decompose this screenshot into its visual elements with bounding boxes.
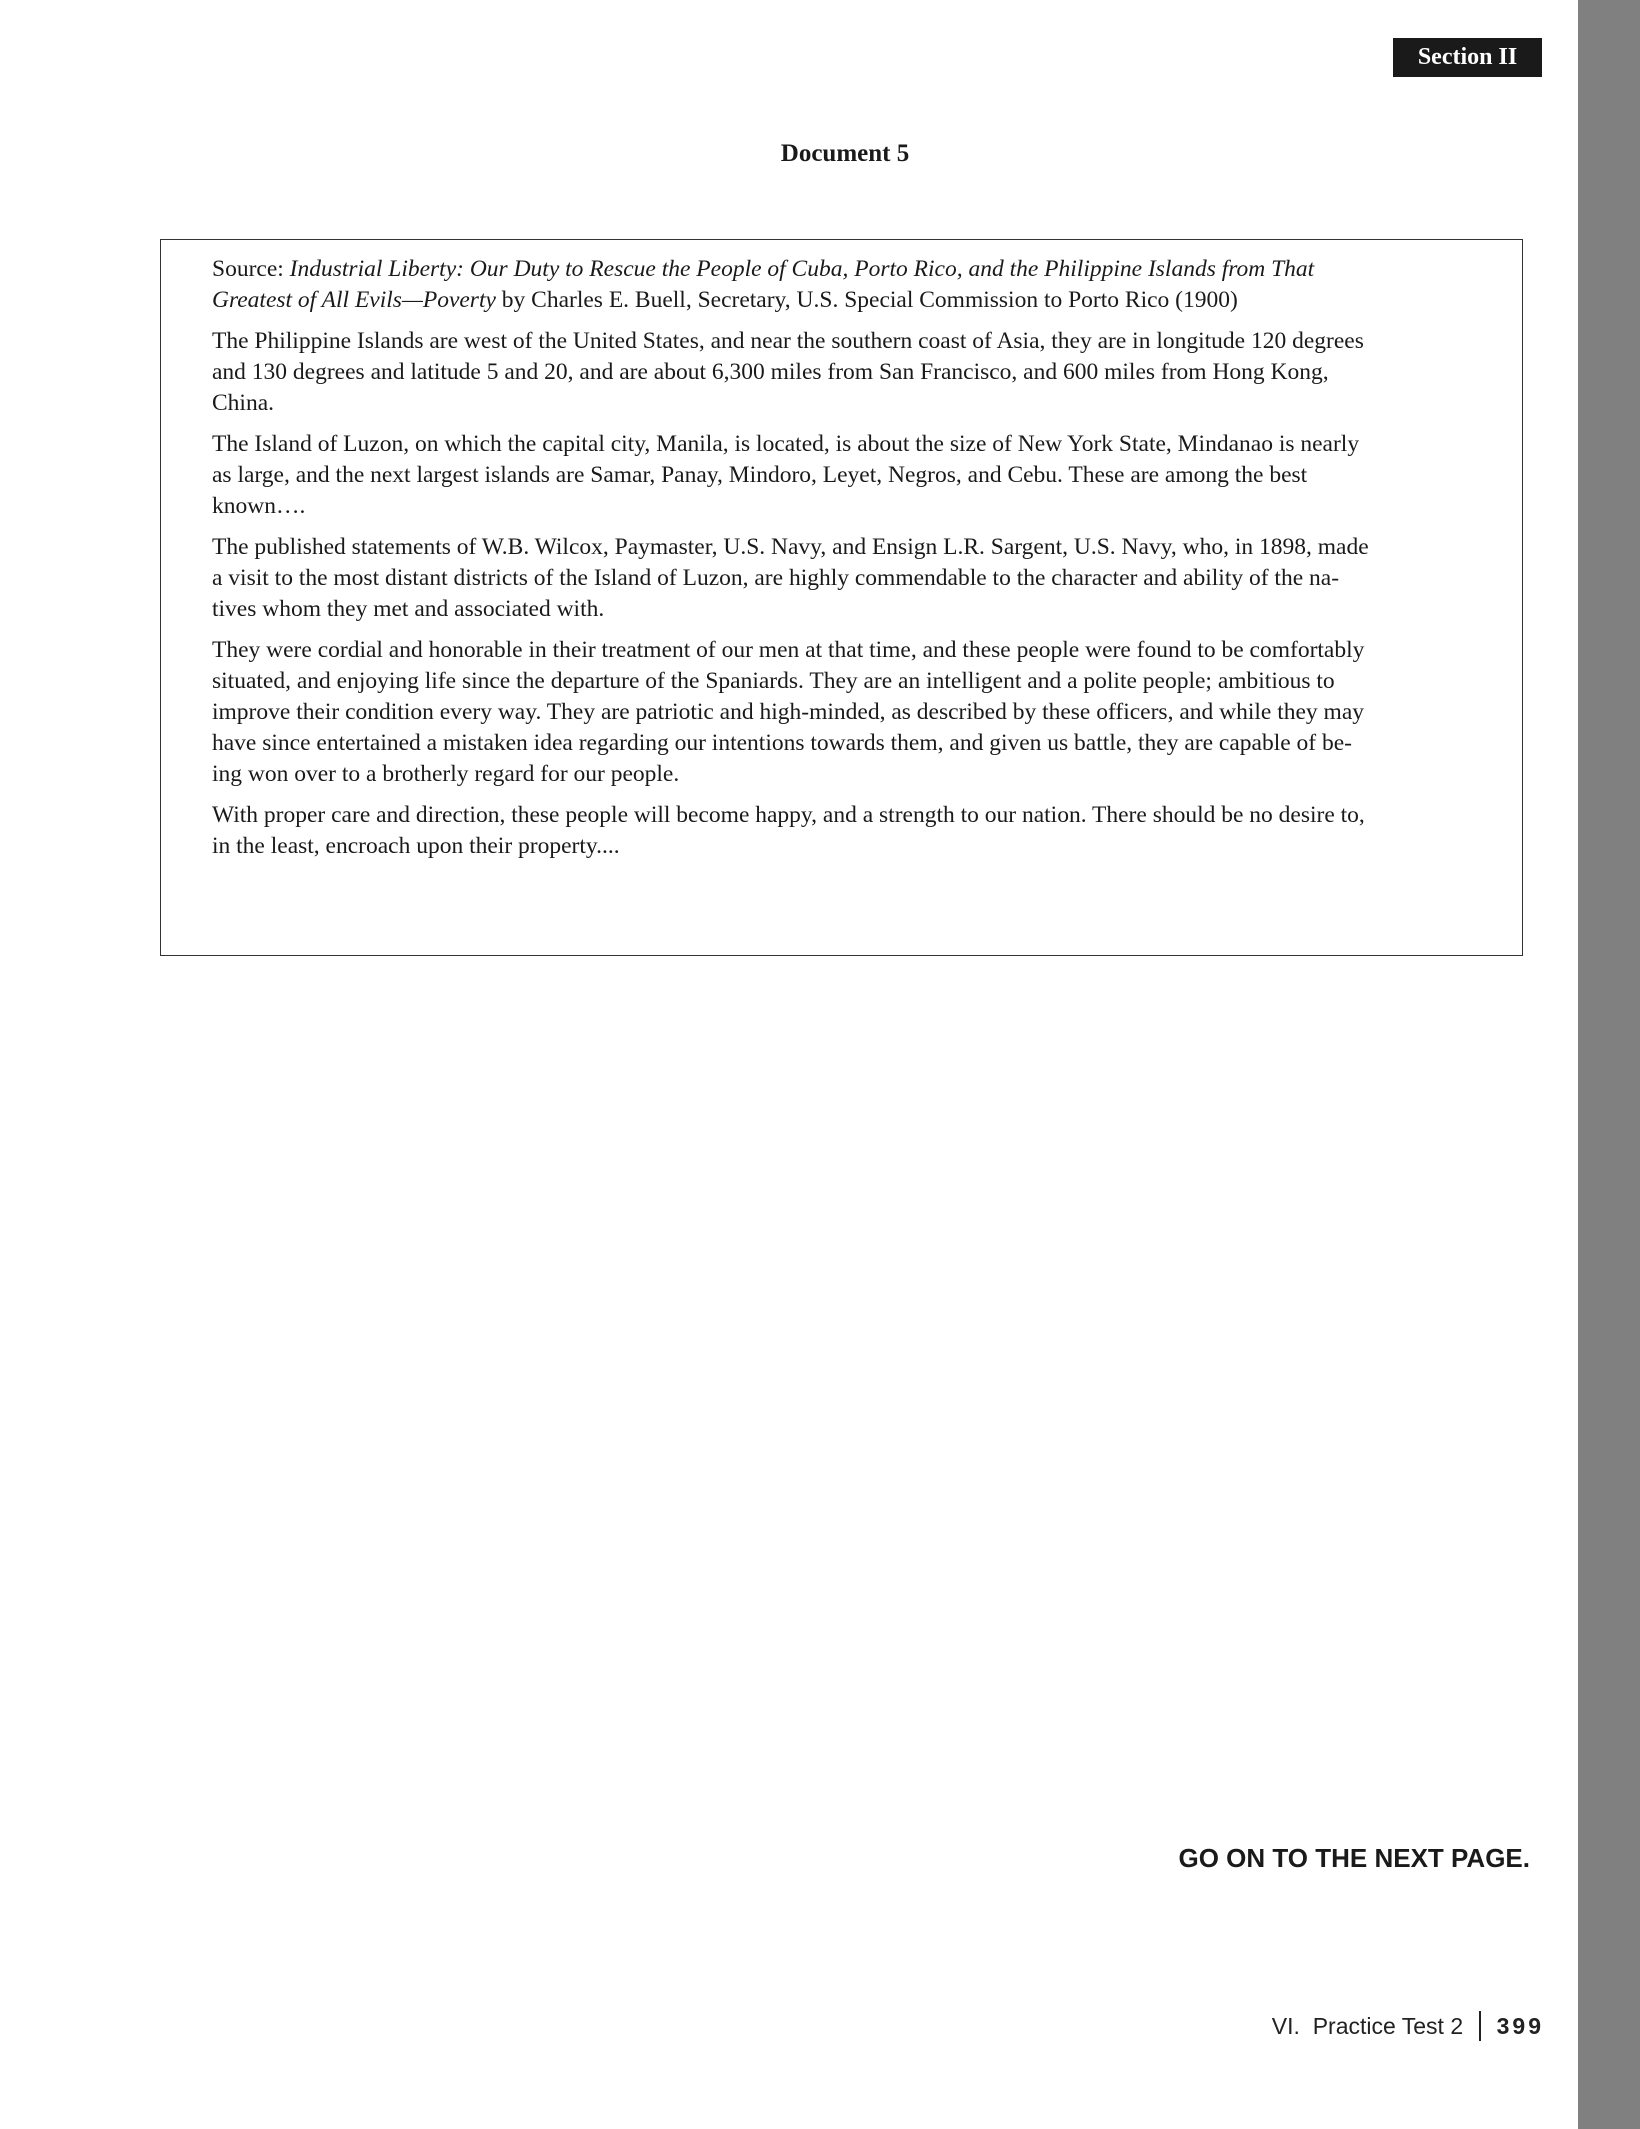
paragraph-line: as large, and the next largest islands are Samar, Panay, Mindoro, Leyet, Negros, and Cebu. These are among the best bbox=[212, 462, 1308, 488]
source-citation bbox=[212, 254, 1512, 316]
source-author: by Charles E. Buell, Secretary, U.S. Special Commission to Porto Rico (1900) bbox=[495, 287, 1238, 313]
paragraph bbox=[212, 429, 1512, 522]
paragraph-line: in the least, encroach upon their property.... bbox=[212, 833, 620, 859]
source-title-2: Greatest of All Evils—Poverty bbox=[212, 287, 496, 313]
source-prefix: Source: bbox=[212, 256, 290, 282]
paragraph bbox=[212, 800, 1512, 862]
document-box bbox=[160, 239, 1523, 956]
paragraph-line: and 130 degrees and latitude 5 and 20, and are about 6,300 miles from San Francisco, and 600 miles from Hong Kong, bbox=[212, 359, 1329, 385]
paragraph bbox=[212, 326, 1512, 419]
footer-divider bbox=[1479, 2011, 1481, 2041]
paragraph-line: improve their condition every way. They are patriotic and high-minded, as described by these officers, and while they may bbox=[212, 699, 1365, 725]
source-title-1: Industrial Liberty: Our Duty to Rescue the People of Cuba, Porto Rico, and the Philippine Islands from That bbox=[289, 256, 1315, 282]
page-footer bbox=[1272, 2011, 1544, 2041]
paragraph-line: known…. bbox=[212, 493, 306, 519]
document-title: Document 5 bbox=[780, 140, 910, 167]
paragraph-line: The published statements of W.B. Wilcox, Paymaster, U.S. Navy, and Ensign L.R. Sargent, U.S. Navy, who, in 1898, made bbox=[212, 534, 1369, 560]
chapter-label: VI. Practice Test 2 bbox=[1271, 2012, 1464, 2039]
next-page-notice: GO ON TO THE NEXT PAGE. bbox=[1178, 1843, 1530, 1873]
paragraph-line: ing won over to a brotherly regard for our people. bbox=[212, 761, 680, 787]
document-content bbox=[212, 254, 1512, 872]
paragraph bbox=[212, 635, 1512, 790]
paragraph-line: have since entertained a mistaken idea regarding our intentions towards them, and given us battle, they are capable of be- bbox=[212, 730, 1352, 756]
paragraph-line: They were cordial and honorable in their treatment of our men at that time, and these people were found to be comfortably bbox=[212, 637, 1365, 663]
paragraph-line: China. bbox=[212, 390, 275, 416]
paragraph-line: The Philippine Islands are west of the United States, and near the southern coast of Asia, they are in longitude 120 degrees bbox=[212, 328, 1364, 354]
paragraph bbox=[212, 532, 1512, 625]
paragraph-line: a visit to the most distant districts of the Island of Luzon, are highly commendable to the character and ability of the na- bbox=[212, 565, 1340, 591]
section-badge: Section II bbox=[1393, 38, 1542, 77]
page-edge-bar bbox=[1578, 0, 1640, 2129]
paragraph-line: With proper care and direction, these people will become happy, and a strength to our nation. There should be no desire to, bbox=[212, 802, 1365, 828]
paragraph-line: tives whom they met and associated with. bbox=[212, 596, 605, 622]
page-number: 399 bbox=[1496, 2012, 1544, 2039]
paragraph-line: situated, and enjoying life since the departure of the Spaniards. They are an intelligent and a polite people; ambitious to bbox=[212, 668, 1335, 694]
paragraph-line: The Island of Luzon, on which the capital city, Manila, is located, is about the size of New York State, Mindanao is nearly bbox=[212, 431, 1360, 457]
